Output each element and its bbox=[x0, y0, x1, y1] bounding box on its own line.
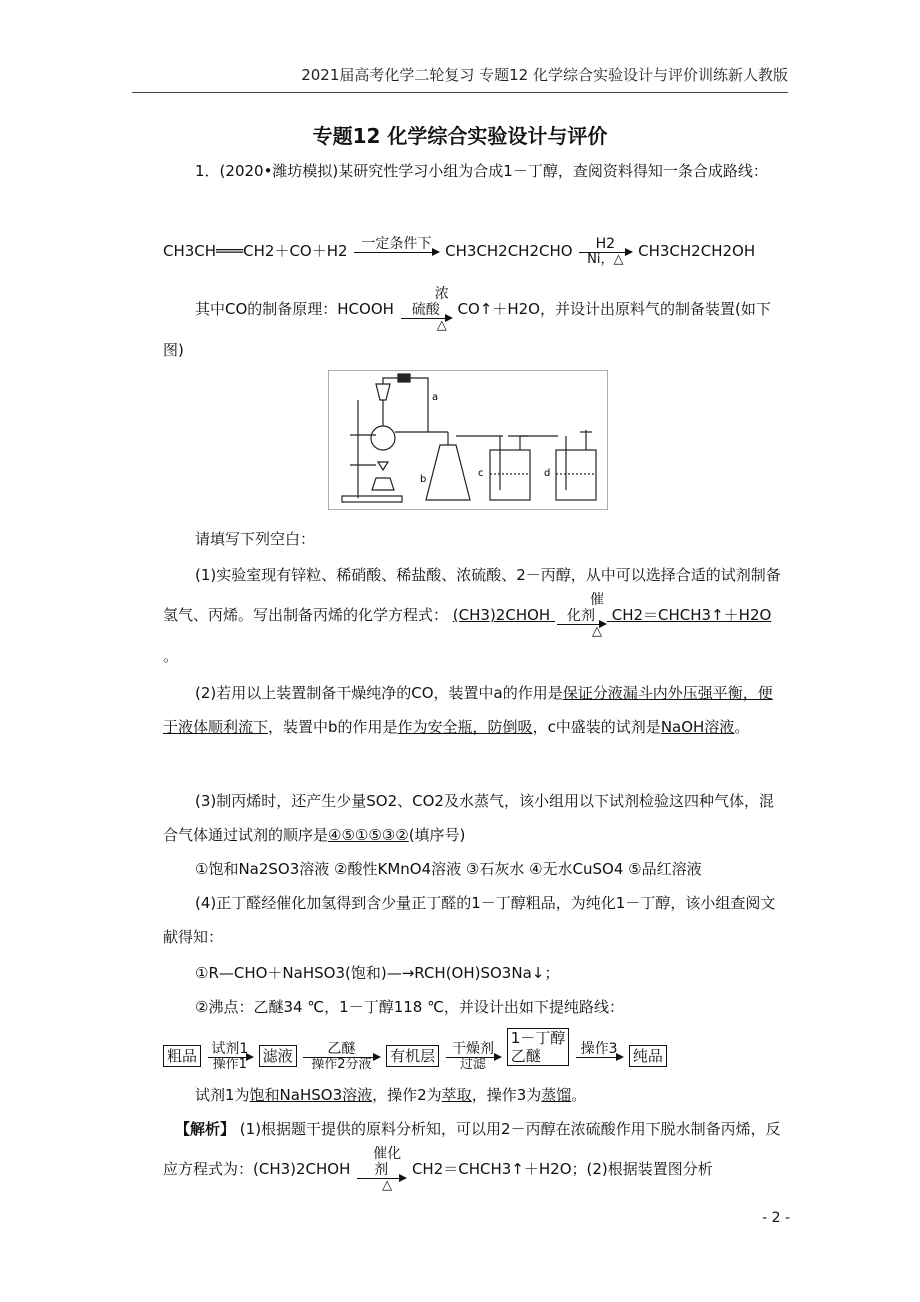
flow-arrow-3-top: 干燥剂 bbox=[451, 1041, 494, 1057]
answer-1-1-reactant: (CH3)2CHOH bbox=[452, 606, 551, 624]
header-divider bbox=[132, 92, 788, 93]
flow-box-mixture-bottom: 乙醚 bbox=[510, 1047, 541, 1065]
question-1-2-c: ，c中盛装的试剂是 bbox=[532, 718, 661, 736]
co-preparation-text bbox=[163, 286, 787, 367]
route-condition-2-top: H2 bbox=[595, 236, 616, 252]
co-equation-right: CO↑＋H2O，并设计出原料气的制备装置(如下图) bbox=[163, 300, 771, 359]
q1-4-end: 。 bbox=[571, 1086, 587, 1104]
answer-operation-2: 萃取 bbox=[441, 1086, 472, 1104]
question-1-3-text: (3)制丙烯时，还产生少量SO2、CO2及水蒸气，该小组用以下试剂检验这四种气体，混合气体通过试剂的顺序是 bbox=[163, 792, 774, 844]
answer-1-2-a: 保证分液漏斗内外压强平衡，便于液体顺利流下 bbox=[163, 684, 773, 736]
question-1-1-answer bbox=[452, 592, 772, 639]
answer-1-2-c: NaOH溶液 bbox=[660, 718, 735, 736]
question-1-1: (1)实验室现有锌粒、稀硝酸、稀盐酸、浓硫酸、2－丙醇，从中可以选择合适的试剂制备氢气、丙烯。写出制备丙烯的化学方程式： (CH3)2CHOH 催化剂 △ CH2＝CHCH3↑＋H2O 。 bbox=[163, 566, 781, 665]
flow-arrow-4-top: 操作3 bbox=[580, 1041, 618, 1057]
analysis-arrow: 催化剂 △ bbox=[357, 1146, 405, 1193]
flow-box-pure: 纯品 bbox=[629, 1045, 667, 1067]
answer-1-3: ④⑤①⑤③② bbox=[328, 826, 409, 844]
route-arrow-2 bbox=[579, 236, 631, 267]
question-1-4: (4)正丁醛经催化加氢得到含少量正丁醛的1－丁醇粗品，为纯化1－丁醇，该小组查阅文献得知： bbox=[163, 894, 776, 946]
route-reactants: CH3CH═══CH2＋CO＋H2 bbox=[163, 242, 348, 260]
figure-label-d: d bbox=[544, 468, 551, 479]
flow-box-filtrate: 滤液 bbox=[259, 1045, 297, 1067]
route-arrow-1 bbox=[354, 236, 438, 267]
synthesis-route bbox=[163, 234, 787, 268]
flow-arrow-2-bottom: 操作2分液 bbox=[311, 1057, 372, 1072]
q1-4-mid1: ，操作2为 bbox=[372, 1086, 442, 1104]
answer-reagent-1: 饱和NaHSO3溶液 bbox=[249, 1086, 373, 1104]
figure-label-c: c bbox=[478, 468, 484, 479]
fill-prompt: 请填写下列空白： bbox=[195, 530, 316, 548]
figure-label-b: b bbox=[420, 474, 427, 485]
answer-operation-3: 蒸馏 bbox=[541, 1086, 572, 1104]
flow-arrow-2 bbox=[303, 1041, 379, 1072]
question-1-2: (2)若用以上装置制备干燥纯净的CO，装置中a的作用是保证分液漏斗内外压强平衡，便于液体顺利流下，装置中b的作用是作为安全瓶，防倒吸，c中盛装的试剂是NaOH溶液。 bbox=[163, 684, 773, 736]
co-equation-left: 其中CO的制备原理：HCOOH bbox=[195, 300, 394, 318]
answer-1-2-b: 作为安全瓶，防倒吸 bbox=[397, 718, 533, 736]
question-1-2-a: (2)若用以上装置制备干燥纯净的CO，装置中a的作用是 bbox=[195, 684, 563, 702]
route-product: CH3CH2CH2OH bbox=[638, 242, 756, 260]
question-1-3 bbox=[163, 784, 787, 852]
flow-box-organic: 有机层 bbox=[386, 1045, 439, 1067]
fact-2: ②沸点：乙醚34 ℃，1－丁醇118 ℃，并设计出如下提纯路线： bbox=[195, 998, 624, 1016]
page-title: 专题12 化学综合实验设计与评价 bbox=[312, 124, 608, 148]
analysis-tag: 【解析】 bbox=[175, 1120, 236, 1138]
flow-arrow-1 bbox=[208, 1041, 252, 1072]
co-condition-bottom: △ bbox=[436, 318, 447, 333]
flow-box-crude: 粗品 bbox=[163, 1045, 201, 1067]
flow-arrow-3 bbox=[446, 1041, 500, 1072]
co-condition-top: 浓硫酸 bbox=[411, 286, 449, 318]
route-condition-2-bottom: Ni，△ bbox=[587, 252, 624, 267]
co-arrow bbox=[401, 286, 451, 333]
route-intermediate: CH3CH2CH2CHO bbox=[445, 242, 573, 260]
fact-1: ①R—CHO＋NaHSO3(饱和)—→RCH(OH)SO3Na↓； bbox=[195, 964, 560, 982]
figure-label-a: a bbox=[432, 392, 439, 403]
apparatus-figure bbox=[328, 370, 608, 510]
q1-4-ans-pre: 试剂1为 bbox=[195, 1086, 250, 1104]
flow-box-mixture-top: 1－丁醇 bbox=[510, 1029, 566, 1047]
purification-flow bbox=[163, 1028, 787, 1073]
answer-1-1-arrow: 催化剂 △ bbox=[557, 592, 605, 639]
flow-arrow-3-bottom: 过滤 bbox=[459, 1057, 486, 1072]
q1-4-mid2: ，操作3为 bbox=[471, 1086, 542, 1104]
flow-arrow-1-bottom: 操作1 bbox=[212, 1057, 247, 1072]
page-header: 2021届高考化学二轮复习 专题12 化学综合实验设计与评价训练新人教版 bbox=[301, 66, 788, 84]
analysis-catalyst: 催化剂 bbox=[373, 1146, 402, 1178]
flow-arrow-4 bbox=[576, 1041, 622, 1072]
page-number: - 2 - bbox=[762, 1210, 790, 1226]
flow-box-mixture bbox=[507, 1028, 570, 1066]
question-1-intro: 1．(2020•潍坊模拟)某研究性学习小组为合成1－丁醇，查阅资料得知一条合成路线： bbox=[195, 162, 768, 180]
route-condition-1: 一定条件下 bbox=[361, 236, 432, 252]
question-1-3-tail: (填序号) bbox=[408, 826, 466, 844]
question-1-1-text: (1)实验室现有锌粒、稀硝酸、稀盐酸、浓硫酸、2－丙醇，从中可以选择合适的试剂制备氢气、丙烯。写出制备丙烯的化学方程式： bbox=[163, 566, 781, 624]
question-1-4-answers bbox=[163, 1078, 787, 1112]
question-1-2-b: ，装置中b的作用是 bbox=[268, 718, 398, 736]
answer-1-1-catalyst: 催化剂 bbox=[566, 592, 604, 624]
analysis bbox=[163, 1112, 787, 1193]
flow-arrow-2-top: 乙醚 bbox=[327, 1041, 356, 1057]
flow-arrow-1-top: 试剂1 bbox=[211, 1041, 249, 1057]
analysis-text-1: (1)根据题干提供的原料分析知，可以用2－丙醇在浓硫酸作用下脱水制备丙烯，反应方程式为：(CH3)2CHOH bbox=[163, 1120, 781, 1178]
reagent-list: ①饱和Na2SO3溶液 ②酸性KMnO4溶液 ③石灰水 ④无水CuSO4 ⑤品红溶液 bbox=[195, 860, 702, 878]
analysis-text-2: CH2＝CHCH3↑＋H2O；(2)根据装置图分析 bbox=[411, 1160, 713, 1178]
answer-1-1-product: CH2＝CHCH3↑＋H2O bbox=[611, 606, 772, 624]
